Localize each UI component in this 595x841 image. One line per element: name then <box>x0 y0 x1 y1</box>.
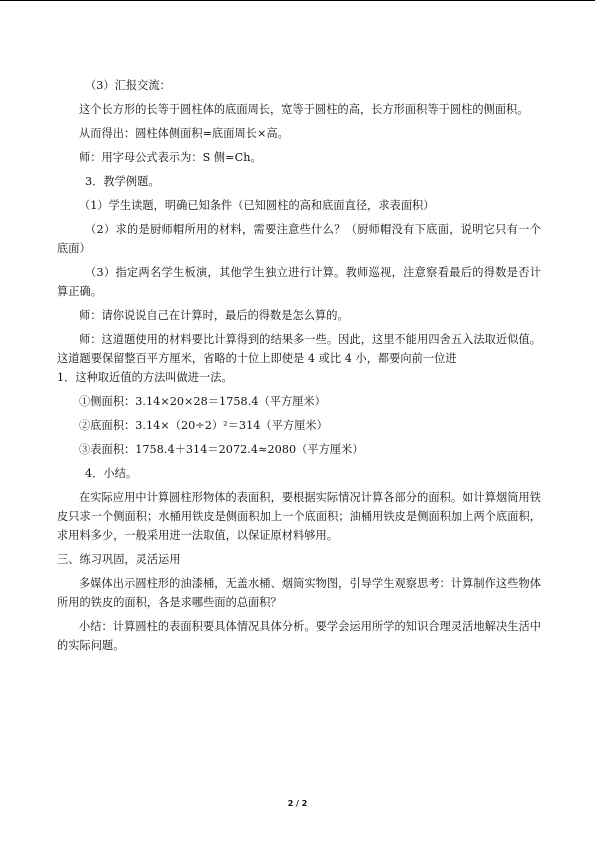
paragraph-multimedia: 多媒体出示圆柱形的油漆桶，无盖水桶、烟筒实物图，引导学生观察思考：计算制作这些物体所用的铁皮的面积，各是求哪些面的总面积？ <box>57 577 541 609</box>
paragraph-board-demo: （3）指定两名学生板演，其他学生独立进行计算。教师巡视，注意察看最后的得数是否计算正确。 <box>57 266 541 298</box>
paragraph-letter-formula: 师：用字母公式表示为：S 侧=Ch。 <box>79 151 262 164</box>
paragraph-final-summary: 小结：计算圆柱的表面积要具体情况具体分析。要学会运用所学的知识合理灵活地解决生活中的实际问题。 <box>57 620 541 652</box>
top-border-line <box>0 0 595 1</box>
paragraph-read-problem: （1）学生读题，明确已知条件（已知圆柱的高和底面直径，求表面积） <box>79 199 435 212</box>
paragraph-rounding-method: 1．这种取近值的方法叫做进一法。 <box>57 371 233 384</box>
calc-side-area: ①侧面积：3.14×20×28＝1758.4（平方厘米） <box>79 395 326 408</box>
paragraph-chef-hat-material: （2）求的是厨师帽所用的材料，需要注意些什么？（厨师帽没有下底面，说明它只有一个底面） <box>57 223 541 255</box>
calc-base-area: ②底面积：3.14×（20÷2）²＝314（平方厘米） <box>79 419 328 432</box>
paragraph-side-area-formula: 从而得出：圆柱体侧面积=底面周长×高。 <box>79 127 289 140</box>
calc-surface-area: ③表面积：1758.4＋314＝2072.4≈2080（平方厘米） <box>79 443 364 456</box>
paragraph-practical-application: 在实际应用中计算圆柱形物体的表面积，要根据实际情况计算各部分的面积。如计算烟筒用铁皮只求一个侧面积；水桶用铁皮是侧面积加上一个底面积；油桶用铁皮是侧面积加上两个底面积，求用料多少，一般采用进一法取值，以保证原材料够用。 <box>57 491 541 542</box>
document-body <box>57 76 541 660</box>
paragraph-report-exchange: （3）汇报交流： <box>85 79 171 92</box>
heading-summary: 4．小结。 <box>85 467 138 480</box>
heading-teaching-example: 3．教学例题。 <box>85 175 160 188</box>
page-number: 2 / 2 <box>287 799 308 808</box>
section-heading-practice: 三、练习巩固，灵活运用 <box>57 553 181 566</box>
paragraph-explain-result: 师：请你说说自己在计算时，最后的得数是怎么算的。 <box>79 309 349 322</box>
paragraph-rectangle-relation: 这个长方形的长等于圆柱体的底面周长，宽等于圆柱的高，长方形面积等于圆柱的侧面积。 <box>79 103 529 116</box>
paragraph-rounding-up: 师：这道题使用的材料要比计算得到的结果多一些。因此，这里不能用四舍五入法取近似值。这道题要保留整百平方厘米，省略的十位上即使是 4 或比 4 小，都要向前一位进 <box>57 333 541 365</box>
